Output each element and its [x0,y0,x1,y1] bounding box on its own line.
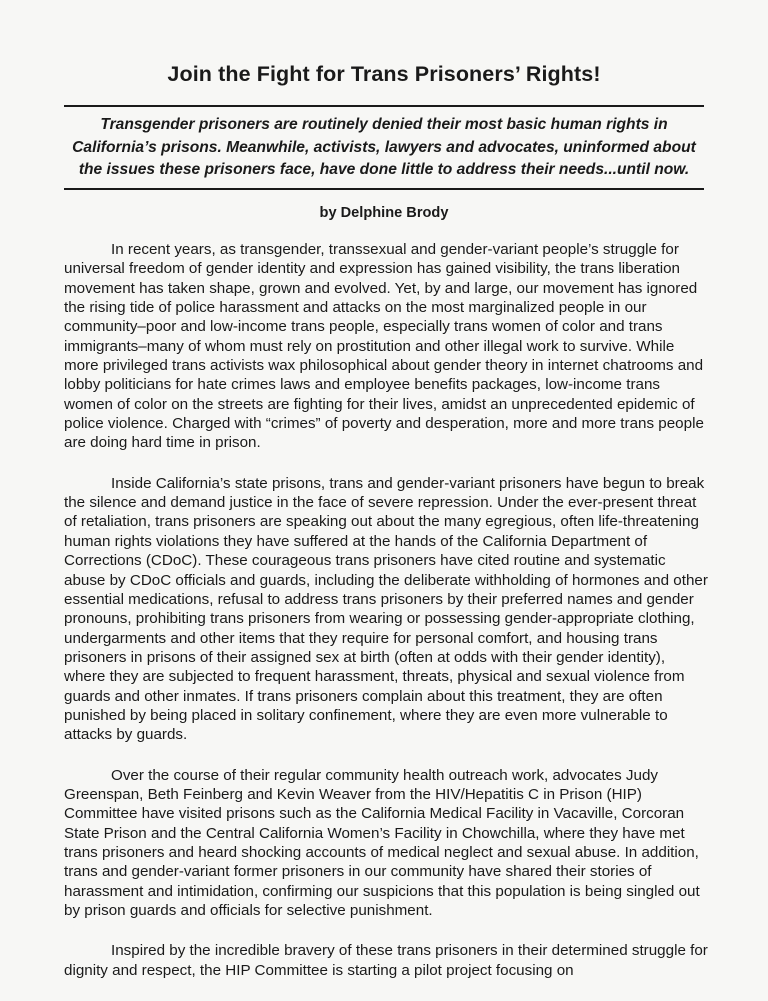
article-body [64,240,709,1001]
article-title: Join the Fight for Trans Prisoners’ Rights! [167,62,601,86]
body-paragraph-4: Inspired by the incredible bravery of these trans prisoners in their determined struggle for dignity and respect, the HIP Committee is starting a pilot project focusing on [64,942,708,979]
body-paragraph-1: In recent years, as transgender, transsexual and gender-variant people’s struggle for universal freedom of gender identity and expression has gained visibility, the trans liberation movement has taken shape, grown and evolved. Yet, by and large, our movement has ignored the rising tide of police harassment and attacks on the most marginalized people in our community–poor and low-income trans people, especially trans women of color and trans immigrants–many of whom must rely on prostitution and other illegal work to survive. While more privileged trans activists wax philosophical about gender theory in internet chatrooms and lobby politicians for hate crimes laws and employee benefits packages, low-income trans women of color on the streets are fighting for their lives, amidst an unprecedented epidemic of police violence. Charged with “crimes” of poverty and desperation, more and more trans people are doing hard time in prison. [64,241,704,452]
top-rule-divider [64,105,704,107]
bottom-rule-divider [64,188,704,190]
body-paragraph-3: Over the course of their regular community health outreach work, advocates Judy Greenspan, Beth Feinberg and Kevin Weaver from the HIV/Hepatitis C in Prison (HIP) Committee have visited prisons such as the California Medical Facility in Vacaville, Corcoran State Prison and the Central California Women’s Facility in Chowchilla, where they have met trans prisoners and heard shocking accounts of medical neglect and sexual abuse. In addition, trans and gender-variant former prisoners in our community have shared their stories of harassment and intimidation, confirming our suspicions that this population is being singled out by prison guards and officials for selective punishment. [64,766,700,919]
article-byline: by Delphine Brody [319,205,449,221]
article-lede: Transgender prisoners are routinely denied their most basic human rights in California’s prisons. Meanwhile, activists, lawyers and advocates, uninformed about the issues these prisoners face, have done little to address their needs...until now. [72,116,696,178]
body-paragraph-2: Inside California’s state prisons, trans and gender-variant prisoners have begun to break the silence and demand justice in the face of severe repression. Under the ever-present threat of retaliation, trans prisoners are speaking out about the many egregious, often life-threatening human rights violations they have suffered at the hands of the California Department of Corrections (CDoC). These courageous trans prisoners have cited routine and systematic abuse by CDoC officials and guards, including the deliberate withholding of hormones and other essential medications, refusal to address trans prisoners by their preferred names and gender pronouns, prohibiting trans prisoners from wearing or possessing gender-appropriate clothing, undergarments and other items that they require for personal comfort, and housing trans prisoners in prisons of their assigned sex at birth (often at odds with their gender identity), where they are subjected to frequent harassment, threats, physical and sexual violence from guards and other inmates. If trans prisoners complain about this treatment, they are often punished by being placed in solitary confinement, where they are even more vulnerable to attacks by guards. [64,474,708,744]
